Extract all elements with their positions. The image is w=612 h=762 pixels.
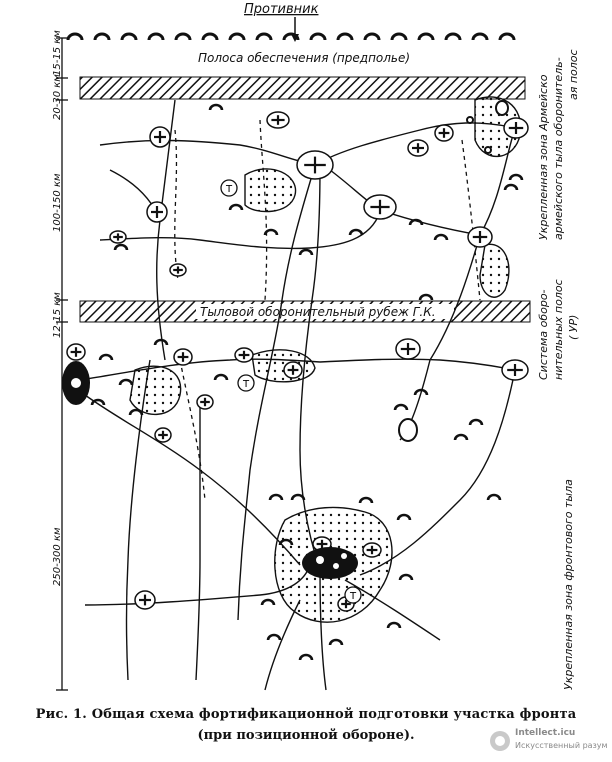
terrain-arc <box>155 340 167 345</box>
distance-label-1: 15-15 км <box>52 30 63 76</box>
distance-label-2: 20-30 км <box>52 74 63 120</box>
fortified-point <box>435 125 453 141</box>
terrain-arc <box>398 515 410 520</box>
terrain-arc <box>100 355 112 360</box>
security-zone-label: Полоса обеспечения (предполье) <box>198 51 411 65</box>
army-zone-label-2: армейского тыла оборонитель- <box>552 57 565 240</box>
forward-defense-strip <box>80 77 525 99</box>
terrain-arc <box>420 295 432 300</box>
fortified-point <box>135 591 155 609</box>
terrain-arc <box>505 185 517 190</box>
watermark-name: Intellect.icu <box>515 728 576 738</box>
trench-arc <box>311 34 325 40</box>
fortified-point <box>174 349 192 365</box>
front-trench-line <box>68 34 514 40</box>
fortified-point <box>504 118 528 138</box>
trench-arc <box>473 34 487 40</box>
enemy-label: Противник <box>244 2 319 17</box>
fortified-point <box>284 362 302 378</box>
terrain-arc <box>268 635 280 640</box>
fortified-point <box>150 127 170 147</box>
terrain-arc <box>470 420 482 425</box>
terrain-arc <box>262 600 274 605</box>
svg-text:T: T <box>242 379 250 390</box>
distance-scale <box>56 38 68 690</box>
terrain-arc <box>388 623 400 628</box>
left-fortress <box>62 361 90 405</box>
trench-arc <box>500 34 514 40</box>
enemy-label-group <box>244 2 319 42</box>
fortified-point <box>468 227 492 247</box>
trench-arc <box>392 34 406 40</box>
trench-arc <box>257 34 271 40</box>
caption-line-1: Рис. 1. Общая схема фортификационной подготовки участка фронта <box>35 707 577 722</box>
defense-centre <box>302 547 358 579</box>
fortified-point <box>155 428 171 442</box>
system-label-3: ( УР) <box>567 314 580 340</box>
terrain-arc <box>400 575 412 580</box>
trench-arc <box>365 34 379 40</box>
terrain-arc <box>410 220 422 225</box>
system-label-2: нительных полос <box>552 279 565 380</box>
trench-arc <box>176 34 190 40</box>
terrain-arc <box>395 405 407 410</box>
fortified-point <box>110 231 126 243</box>
fortified-point <box>363 543 381 557</box>
terrain-arc <box>360 498 372 503</box>
trench-arc <box>68 34 82 40</box>
trench-arc <box>446 34 460 40</box>
terrain-arc <box>300 250 312 255</box>
terrain-arc <box>510 175 522 180</box>
trench-arc <box>338 34 352 40</box>
svg-text:T: T <box>225 184 233 195</box>
terrain-arc <box>130 410 142 415</box>
rear-line-label: Тыловой оборонительный рубеж Г.К. <box>200 305 436 319</box>
terrain-arc <box>455 435 467 440</box>
distance-label-4: 12-15 км <box>52 292 63 338</box>
watermark-subtitle: Искусственный разум <box>515 741 608 750</box>
distance-label-5: 250-300 км <box>52 527 63 586</box>
terrain-arc <box>215 375 227 380</box>
trench-arc <box>203 34 217 40</box>
terrain-arc <box>292 495 304 500</box>
terrain-arc <box>435 235 447 240</box>
terrain-arc <box>488 495 500 500</box>
fortified-point <box>408 140 428 156</box>
system-label-1: Система оборо- <box>537 289 550 380</box>
fortified-point <box>267 112 289 128</box>
distance-label-3: 100-150 км <box>52 173 63 232</box>
front-zone-label: Укрепленная зона фронтового тыла <box>562 479 575 690</box>
caption-line-2: (при позиционной обороне). <box>197 728 415 743</box>
army-zone-label-1: Укрепленная зона Армейско <box>537 74 550 240</box>
terrain-arc <box>210 105 222 110</box>
terrain-arc <box>350 230 362 235</box>
trench-arc <box>122 34 136 40</box>
trench-arc <box>230 34 244 40</box>
fortified-point <box>235 348 253 362</box>
terrain-arc <box>230 205 242 210</box>
trench-arc <box>95 34 109 40</box>
army-zone-label-3: ая полос <box>567 49 580 100</box>
fortified-point <box>502 360 528 380</box>
fortified-point <box>364 195 396 219</box>
fortified-point <box>396 339 420 359</box>
terrain-arc <box>300 655 312 660</box>
fortified-point <box>170 264 186 276</box>
terrain-arc <box>330 640 342 645</box>
trench-arc <box>149 34 163 40</box>
fortified-point <box>297 151 333 179</box>
fortified-point <box>197 395 213 409</box>
svg-text:T: T <box>349 591 357 602</box>
trench-arc <box>419 34 433 40</box>
terrain-arc <box>115 245 127 250</box>
fortified-point <box>147 202 167 222</box>
terrain-arc <box>270 495 282 500</box>
terrain-arc <box>120 380 132 385</box>
fortified-point <box>67 344 85 360</box>
